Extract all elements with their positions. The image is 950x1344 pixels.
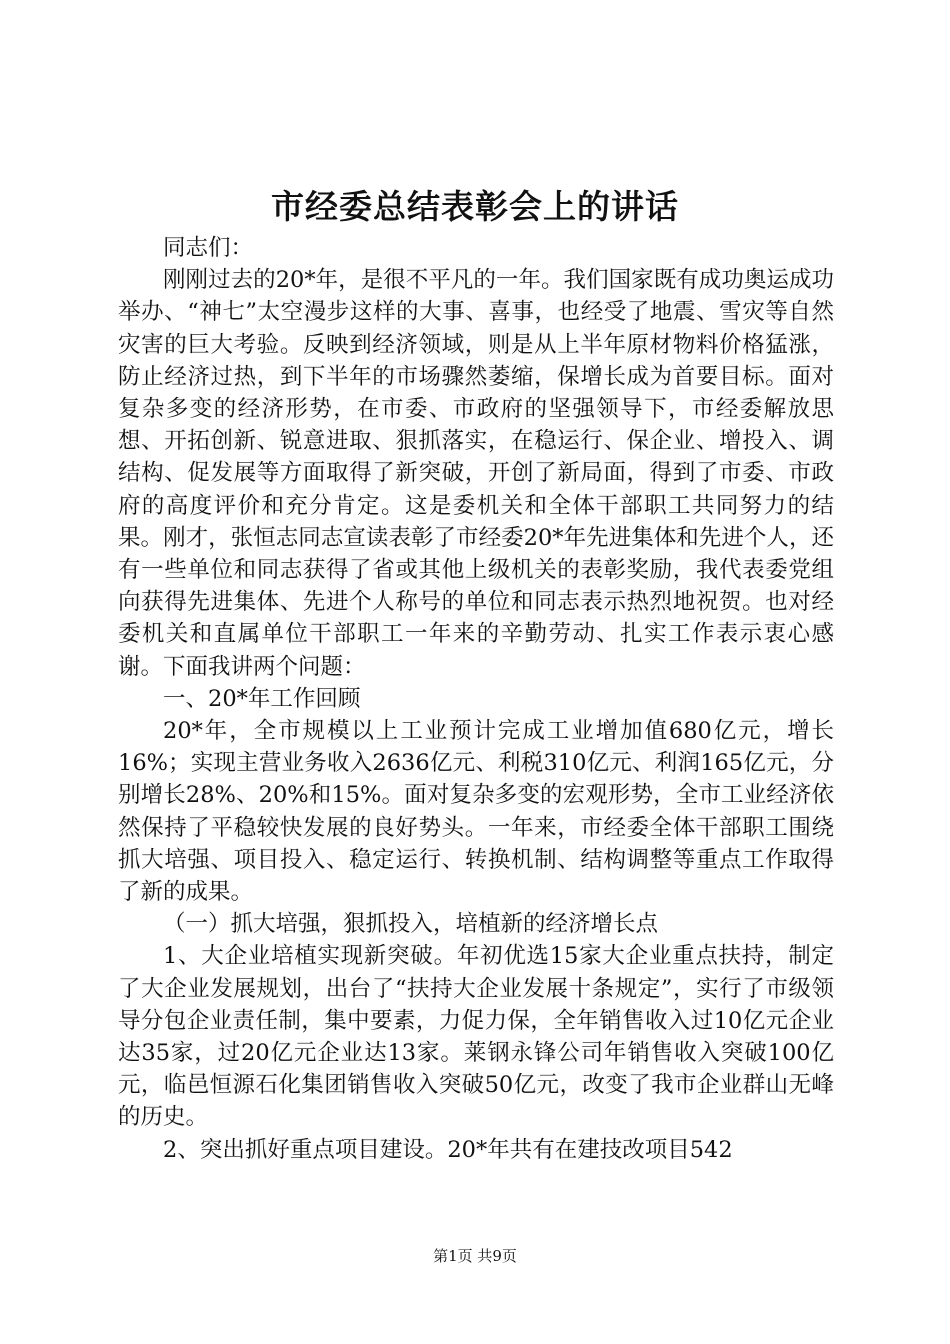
paragraph-intro: 刚刚过去的20*年，是很不平凡的一年。我们国家既有成功奥运成功举办、“神七”太空漫步这样的大事、喜事，也经受了地震、雪灾等自然灾害的巨大考验。反映到经济领域，则是从上半年原材物料价格猛涨，防止经济过热，到下半年的市场骤然萎缩，保增长成为首要目标。面对复杂多变的经济形势，在市委、市政府的坚强领导下，市经委解放思想、开拓创新、锐意进取、狠抓落实，在稳运行、保企业、增投入、调结构、促发展等方面取得了新突破，开创了新局面，得到了市委、市政府的高度评价和充分肯定。这是委机关和全体干部职工共同努力的结果。刚才，张恒志同志宣读表彰了市经委20*年先进集体和先进个人，还有一些单位和同志获得了省或其他上级机关的表彰奖励，我代表委党组向获得先进集体、先进个人称号的单位和同志表示热烈地祝贺。也对经委机关和直属单位干部职工一年来的辛勤劳动、扎实工作表示衷心感谢。下面我讲两个问题：	[118, 267, 834, 680]
paragraph-item-1: 1、大企业培植实现新突破。年初优选15家大企业重点扶持，制定了大企业发展规划，出台了“扶持大企业发展十条规定”，实行了市级领导分包企业责任制，集中要素，力促力保，全年销售收入过10亿元企业达35家，过20亿元企业达13家。莱钢永锋公司年销售收入突破100亿元，临邑恒源石化集团销售收入突破50亿元，改变了我市企业群山无峰的历史。	[118, 943, 834, 1131]
subsection-heading-1: （一）抓大培强，狠抓投入，培植新的经济增长点	[163, 911, 659, 938]
paragraph-review-summary: 20*年，全市规模以上工业预计完成工业增加值680亿元，增长16%；实现主营业务收入2636亿元、利税310亿元、利润165亿元，分别增长28%、20%和15%。面对复杂多变的宏观形势，全市工业经济依然保持了平稳较快发展的良好势头。一年来，市经委全体干部职工围绕抓大培强、项目投入、稳定运行、转换机制、结构调整等重点工作取得了新的成果。	[118, 718, 834, 906]
paragraph-salutation: 同志们：	[163, 235, 254, 261]
document-title: 市经委总结表彰会上的讲话	[271, 187, 679, 226]
paragraph-item-2: 2、突出抓好重点项目建设。20*年共有在建技改项目542	[163, 1136, 733, 1163]
section-heading-review: 一、20*年工作回顾	[163, 685, 361, 712]
document-body	[118, 232, 834, 1166]
page-number-footer: 第1页 共9页	[433, 1247, 517, 1265]
